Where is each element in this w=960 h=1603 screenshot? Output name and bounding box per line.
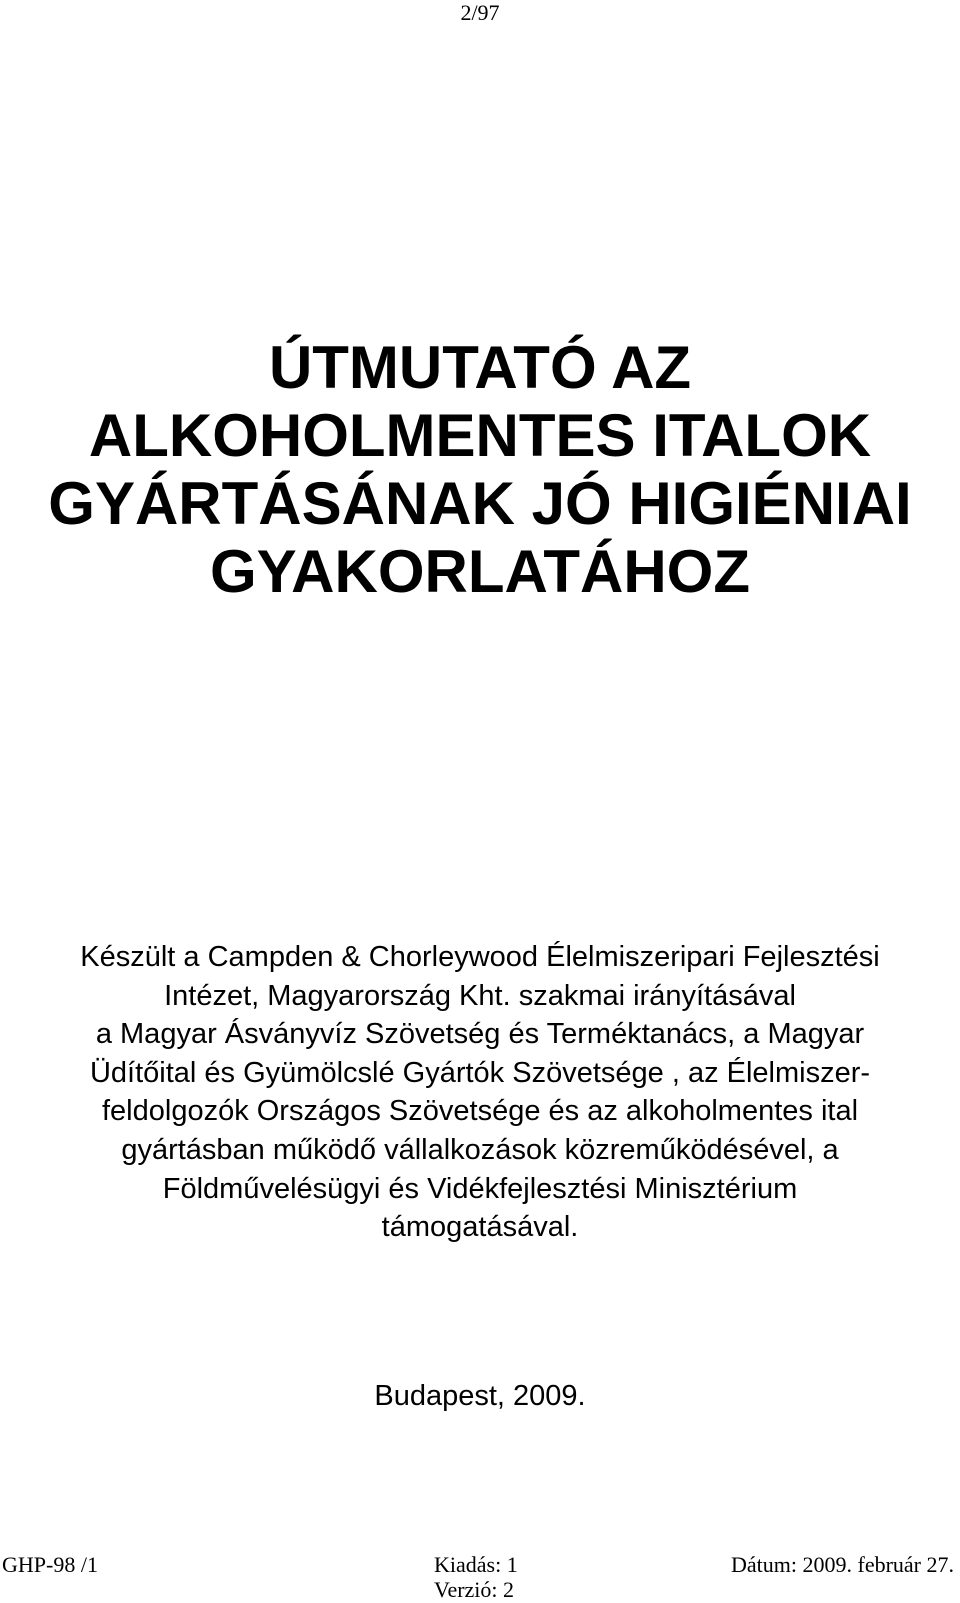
doc-code: GHP-98 /1 [2,1552,98,1577]
title-line: ÚTMUTATÓ AZ [268,334,692,401]
statement-line: gyártásban működő vállalkozások közreműködésével, a [121,1133,839,1166]
title-line: GYÁRTÁSÁNAK JÓ HIGIÉNIAI [48,470,912,537]
statement-line: feldolgozók Országos Szövetsége és az alkoholmentes ital [101,1095,859,1128]
edition: Kiadás: 1 [434,1552,518,1577]
statement-line: Földművelésügyi és Vidékfejlesztési Minisztérium [162,1172,798,1205]
title-line: GYAKORLATÁHOZ [210,538,750,605]
statement-line: támogatásával. [381,1211,579,1244]
version: Verzió: 2 [434,1577,515,1602]
issue-date: Dátum: 2009. február 27. [731,1552,954,1577]
place-and-year: Budapest, 2009. [374,1380,586,1412]
statement-line: Üdítőital és Gyümölcslé Gyártók Szövetsége , az Élelmiszer- [89,1056,871,1089]
statement-line: a Magyar Ásványvíz Szövetség és Terméktanács, a Magyar [95,1018,865,1051]
preparation-statement [0,938,960,1247]
page-number: 2/97 [460,0,500,25]
title-line: ALKOHOLMENTES ITALOK [88,402,872,469]
document-title [0,334,960,606]
statement-line: Készült a Campden & Chorleywood Élelmiszeripari Fejlesztési [80,941,880,973]
statement-line: Intézet, Magyarország Kht. szakmai irányításával [164,979,796,1012]
